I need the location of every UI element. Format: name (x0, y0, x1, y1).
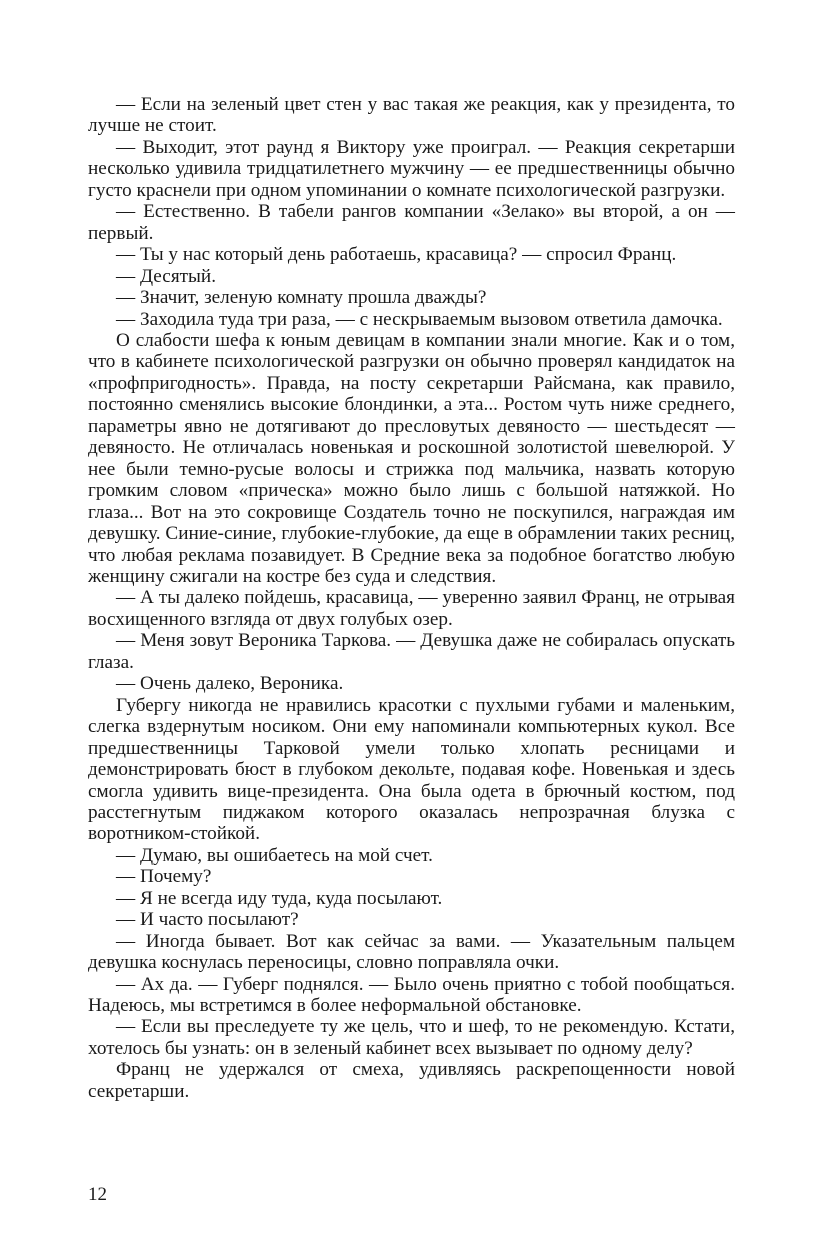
paragraph: Франц не удержался от смеха, удивляясь раскрепощенности новой секретарши. (88, 1059, 735, 1102)
paragraph: — Иногда бывает. Вот как сейчас за вами. — Указательным пальцем девушка коснулась переносицы, словно поправляла очки. (88, 930, 735, 974)
paragraph: — Если вы преследуете ту же цель, что и шеф, то не рекомендую. Кстати, хотелось бы узнать: он в зеленый кабинет всех вызывает по одному делу? (88, 1016, 735, 1059)
paragraph: — Заходила туда три раза, — с нескрываемым вызовом ответила дамочка. (116, 308, 723, 330)
paragraph: — Думаю, вы ошибаетесь на мой счет. (116, 844, 433, 866)
paragraph: — Почему? (116, 866, 212, 888)
paragraph: Губергу никогда не нравились красотки с пухлыми губами и маленьким, слегка вздернутым носиком. Они ему напоминали компьютерных кукол. Все предшественницы Тарковой умели только хлопать ресницами и демонстрировать бюст в глубоком декольте, подавая кофе. Новенькая и здесь смогла удивить вице-президента. Она была одета в брючный костюм, под расстегнутым пиджаком которого оказалась непрозрачная блузка с воротником-стойкой. (88, 694, 735, 845)
paragraph: — А ты далеко пойдешь, красавица, — уверенно заявил Франц, не отрывая восхищенного взгляда от двух голубых озер. (88, 587, 735, 630)
paragraph: — Ты у нас который день работаешь, красавица? — спросил Франц. (116, 244, 677, 266)
body-text (88, 94, 735, 1102)
paragraph: — Значит, зеленую комнату прошла дважды? (116, 287, 487, 309)
paragraph: — Ах да. — Губерг поднялся. — Было очень приятно с тобой пообщаться. Надеюсь, мы встретимся в более неформальной обстановке. (88, 973, 735, 1017)
paragraph: — Я не всегда иду туда, куда посылают. (116, 887, 443, 909)
paragraph: — Естественно. В табели рангов компании «Зелако» вы второй, а он — первый. (88, 201, 735, 244)
paragraph: — И часто посылают? (116, 909, 299, 931)
paragraph: — Десятый. (116, 265, 216, 287)
paragraph: — Меня зовут Вероника Таркова. — Девушка даже не собиралась опускать глаза. (88, 630, 735, 673)
paragraph: О слабости шефа к юным девицам в компании знали многие. Как и о том, что в кабинете психологической разгрузки он обычно проверял кандидаток на «профпригодность». Правда, на посту секретарши Райсмана, как правило, постоянно сменялись высокие блондинки, а эта... Ростом чуть ниже среднего, параметры явно не дотягивают до пресловутых девяносто — шестьдесят — девяносто. Не отличалась новенькая и роскошной золотистой шевелюрой. У нее были темно-русые волосы и стрижка под мальчика, назвать которую громким словом «прическа» можно было лишь с большой натяжкой. Но глаза... Вот на это сокровище Создатель точно не поскупился, награждая им девушку. Синие-синие, глубокие-глубокие, да еще в обрамлении таких ресниц, что любая реклама позавидует. В Средние века за подобное богатство любую женщину сжигали на костре без суда и следствия. (88, 329, 735, 587)
paragraph: — Очень далеко, Вероника. (116, 673, 344, 695)
paragraph: — Если на зеленый цвет стен у вас такая же реакция, как у президента, то лучше не стоит. (88, 94, 735, 137)
page-number: 12 (88, 1184, 107, 1205)
paragraph: — Выходит, этот раунд я Виктору уже проиграл. — Реакция секретарши несколько удивила тридцатилетнего мужчину — ее предшественницы обычно густо краснели при одном упоминании о комнате психологической разгрузки. (88, 136, 735, 201)
